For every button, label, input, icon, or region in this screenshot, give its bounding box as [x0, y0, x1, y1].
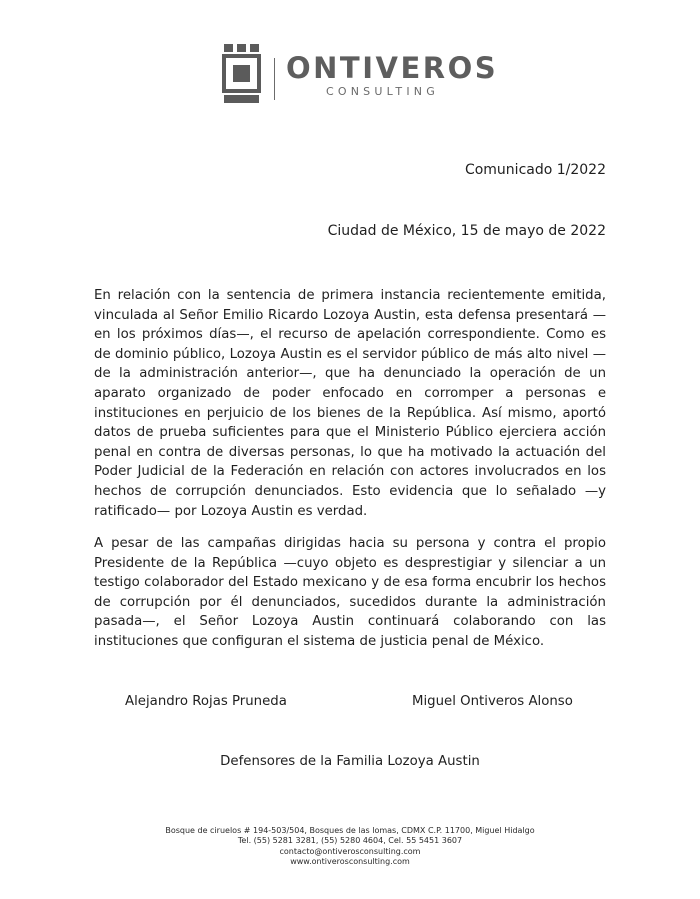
- footer-website: www.ontiverosconsulting.com: [290, 857, 410, 867]
- footer-phones: Tel. (55) 5281 3281, (55) 5280 4604, Cel. 55 5451 3607: [237, 836, 463, 846]
- logo-divider: [274, 58, 275, 100]
- logo-subtitle: CONSULTING: [326, 85, 439, 98]
- logo-name: ONTIVEROS: [286, 51, 499, 85]
- body-paragraph-2: A pesar de las campañas dirigidas hacia su persona y contra el propio Presidente de la República —cuyo objeto es desprestigiar y silenciar a un testigo colaborador del Estado mexicano y de esa forma encubrir los hechos de corrupción por él denunciados, sucedidos durante la administración pasada—, el Señor Lozoya Austin continuará colaborando con las instituciones que configuran el sistema de justicia penal de México.: [94, 536, 606, 649]
- footer: [0, 826, 700, 868]
- place-date: Ciudad de México, 15 de mayo de 2022: [327, 223, 606, 239]
- castle-tower-icon: [222, 44, 262, 104]
- footer-address: Bosque de ciruelos # 194-503/504, Bosques de las lomas, CDMX C.P. 11700, Miguel Hidalgo: [165, 826, 535, 835]
- signature-right: Miguel Ontiveros Alonso: [412, 694, 573, 709]
- company-logo: [222, 44, 499, 104]
- body-paragraph-1: En relación con la sentencia de primera instancia recientemente emitida, vinculada al Señor Emilio Ricardo Lozoya Austin, esta defensa presentará —en los próximos días—, el recurso de apelación correspondiente. Como es de dominio público, Lozoya Austin es el servidor público de más alto nivel —de la administración anterior—, que ha denunciado la operación de un aparato organizado de poder enfocado en corromper a personas e instituciones en perjuicio de los bienes de la República. Así mismo, aportó datos de prueba suficientes para que el Ministerio Público ejerciera acción penal en contra de diversas personas, lo que ha motivado la actuación del Poder Judicial de la Federación en relación con actores involucrados en los hechos de corrupción denunciados. Esto evidencia que lo señalado —y ratificado— por Lozoya Austin es verdad.: [94, 288, 606, 519]
- signature-caption: Defensores de la Familia Lozoya Austin: [220, 754, 480, 769]
- comunicado-number: Comunicado 1/2022: [464, 162, 606, 178]
- footer-email: contacto@ontiverosconsulting.com: [279, 846, 421, 856]
- signature-left: Alejandro Rojas Pruneda: [125, 694, 287, 709]
